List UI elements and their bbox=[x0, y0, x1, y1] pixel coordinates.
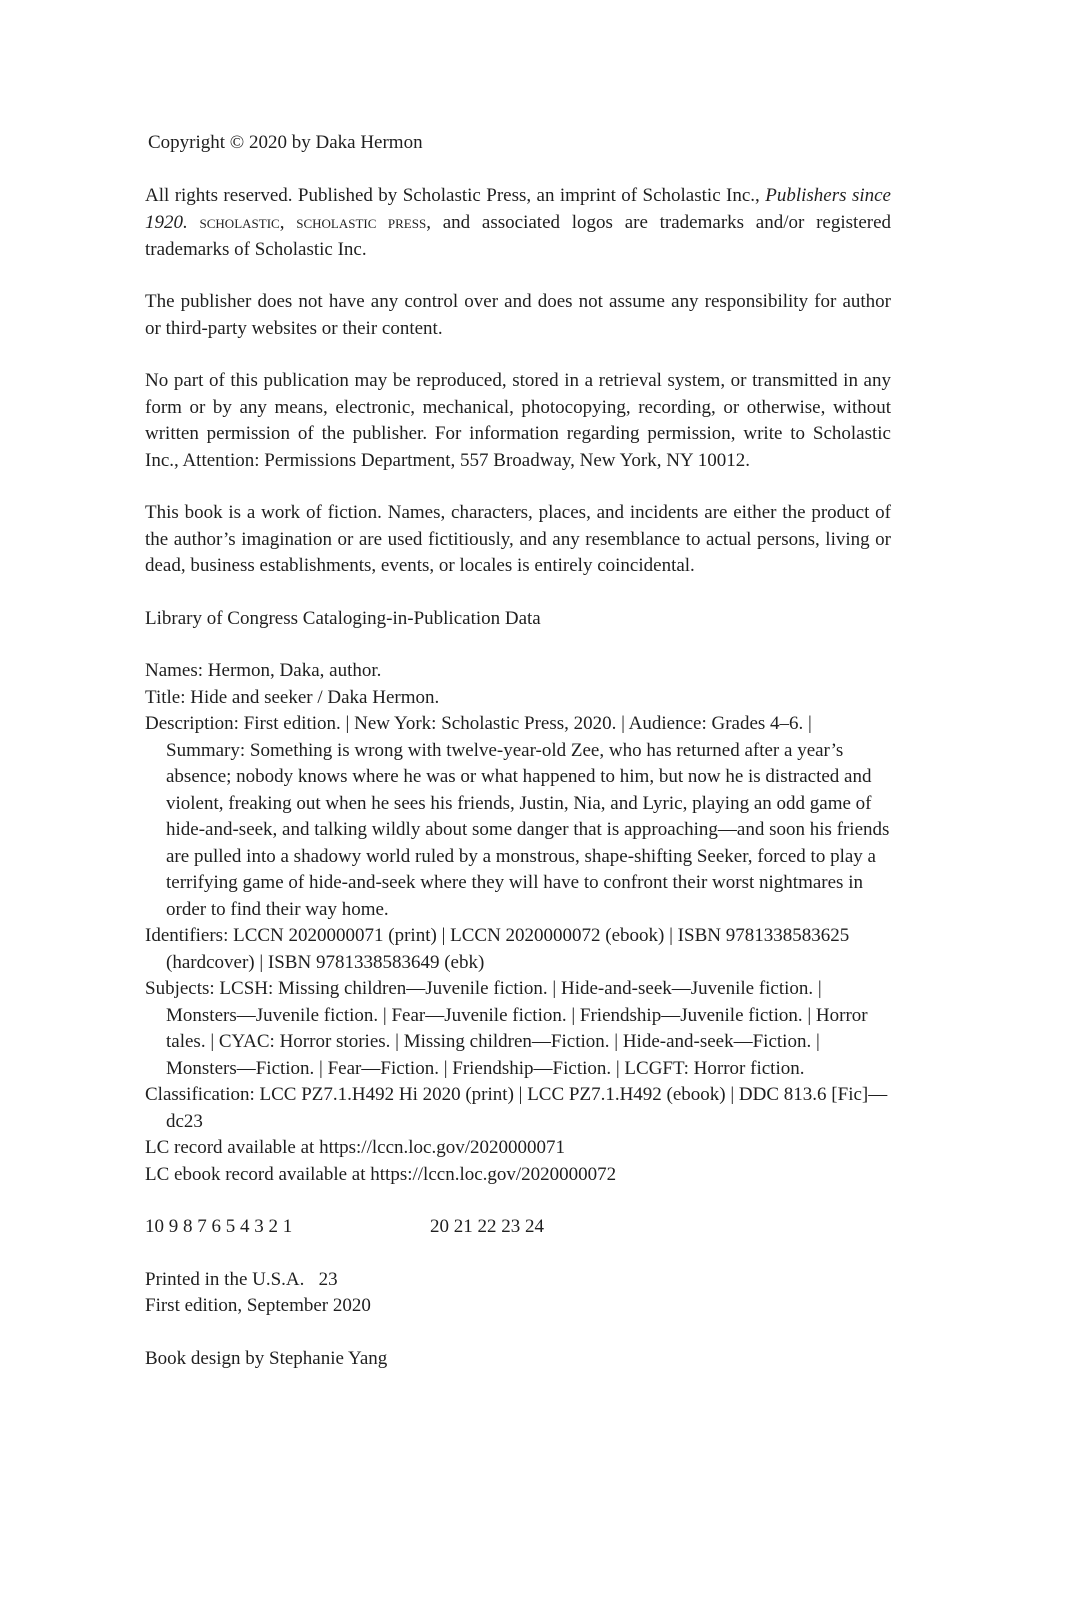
cip-title: Title: Hide and seeker / Daka Hermon. bbox=[145, 686, 440, 708]
cip-classification: Classification: LCC PZ7.1.H492 Hi 2020 (print) | LCC PZ7.1.H492 (ebook) | DDC 813.6 [Fic]—dc23 bbox=[145, 1084, 888, 1132]
printing-line: 10 9 8 7 6 5 4 3 2 1 bbox=[145, 1216, 293, 1237]
cip-subjects: Subjects: LCSH: Missing children—Juvenile fiction. | Hide-and-seek—Juvenile fiction. | Monsters—Juvenile fiction. | Fear—Juvenile fiction. | Friendship—Juvenile fiction. | Horror tales. | CYAC: Horror stories. | Missing children—Fiction. | Hide-and-seek—Fiction. | Monsters—Fiction. | Fear—Fiction. | Friendship—Fiction. | LCGFT: Horror fiction. bbox=[145, 978, 868, 1079]
trademark-scholastic: scholastic bbox=[199, 212, 280, 232]
year-line: 20 21 22 23 24 bbox=[430, 1216, 544, 1237]
rights-comma: , bbox=[279, 212, 297, 233]
rights-space bbox=[188, 212, 200, 233]
fiction-notice-paragraph: This book is a work of fiction. Names, characters, places, and incidents are either the product of the author’s imagination or are used fictitiously, and any resemblance to actual persons, living or dead, business establishments, events, or locales is entirely coincidental. bbox=[145, 502, 891, 576]
cip-names: Names: Hermon, Daka, author. bbox=[145, 660, 382, 681]
rights-text-1: All rights reserved. Published by Scholastic Press, an imprint of Scholastic Inc., bbox=[145, 184, 766, 206]
rights-text-2: , and associated logos are trademarks and/or registered trademarks of Scholastic Inc. bbox=[145, 212, 892, 260]
first-edition: First edition, September 2020 bbox=[145, 1295, 371, 1316]
copyright-line: Copyright © 2020 by Daka Hermon bbox=[148, 132, 423, 153]
copyright-page bbox=[145, 130, 891, 1372]
rights-paragraph bbox=[145, 183, 891, 264]
permissions-paragraph: No part of this publication may be reproduced, stored in a retrieval system, or transmitted in any form or by any means, electronic, mechanical, photocopying, recording, or otherwise, without written permission of the publisher. For information regarding permission, write to Scholastic Inc., Attention: Permissions Department, 557 Broadway, New York, NY 10012. bbox=[145, 370, 891, 471]
cip-lc-ebook-record: LC ebook record available at https://lccn.loc.gov/2020000072 bbox=[145, 1163, 617, 1185]
printed-in: Printed in the U.S.A. 23 bbox=[145, 1268, 338, 1290]
disclaimer-paragraph: The publisher does not have any control over and does not assume any responsibility for author or third-party websites or their content. bbox=[145, 291, 891, 339]
printing-info bbox=[145, 1267, 891, 1320]
cip-identifiers: Identifiers: LCCN 2020000071 (print) | LCCN 2020000072 (ebook) | ISBN 9781338583625 (hardcover) | ISBN 9781338583649 (ebk) bbox=[145, 925, 850, 973]
cip-block bbox=[145, 658, 891, 1188]
book-design-credit: Book design by Stephanie Yang bbox=[145, 1347, 388, 1369]
publishers-since: Publishers since 1920. bbox=[145, 184, 891, 233]
trademark-scholastic-press: scholastic press bbox=[296, 212, 427, 232]
cip-heading: Library of Congress Cataloging-in-Publication Data bbox=[145, 607, 541, 629]
cip-lc-record: LC record available at https://lccn.loc.gov/2020000071 bbox=[145, 1137, 566, 1158]
cip-description: Description: First edition. | New York: Scholastic Press, 2020. | Audience: Grades 4–6. | Summary: Something is wrong with twelve-year-old Zee, who has returned after a year’s absence; nobody knows where he was or what happened to him, but now he is distracted and violent, freaking out when he sees his friends, Justin, Nia, and Lyric, playing an odd game of hide-and-seek, and talking wildly about some danger that is approaching—and soon his friends are pulled into a shadowy world ruled by a monstrous, shape-shifting Seeker, forced to play a terrifying game of hide-and-seek where they will have to confront their worst nightmares in order to find their way home. bbox=[145, 713, 890, 920]
printer-key-row bbox=[145, 1214, 891, 1241]
